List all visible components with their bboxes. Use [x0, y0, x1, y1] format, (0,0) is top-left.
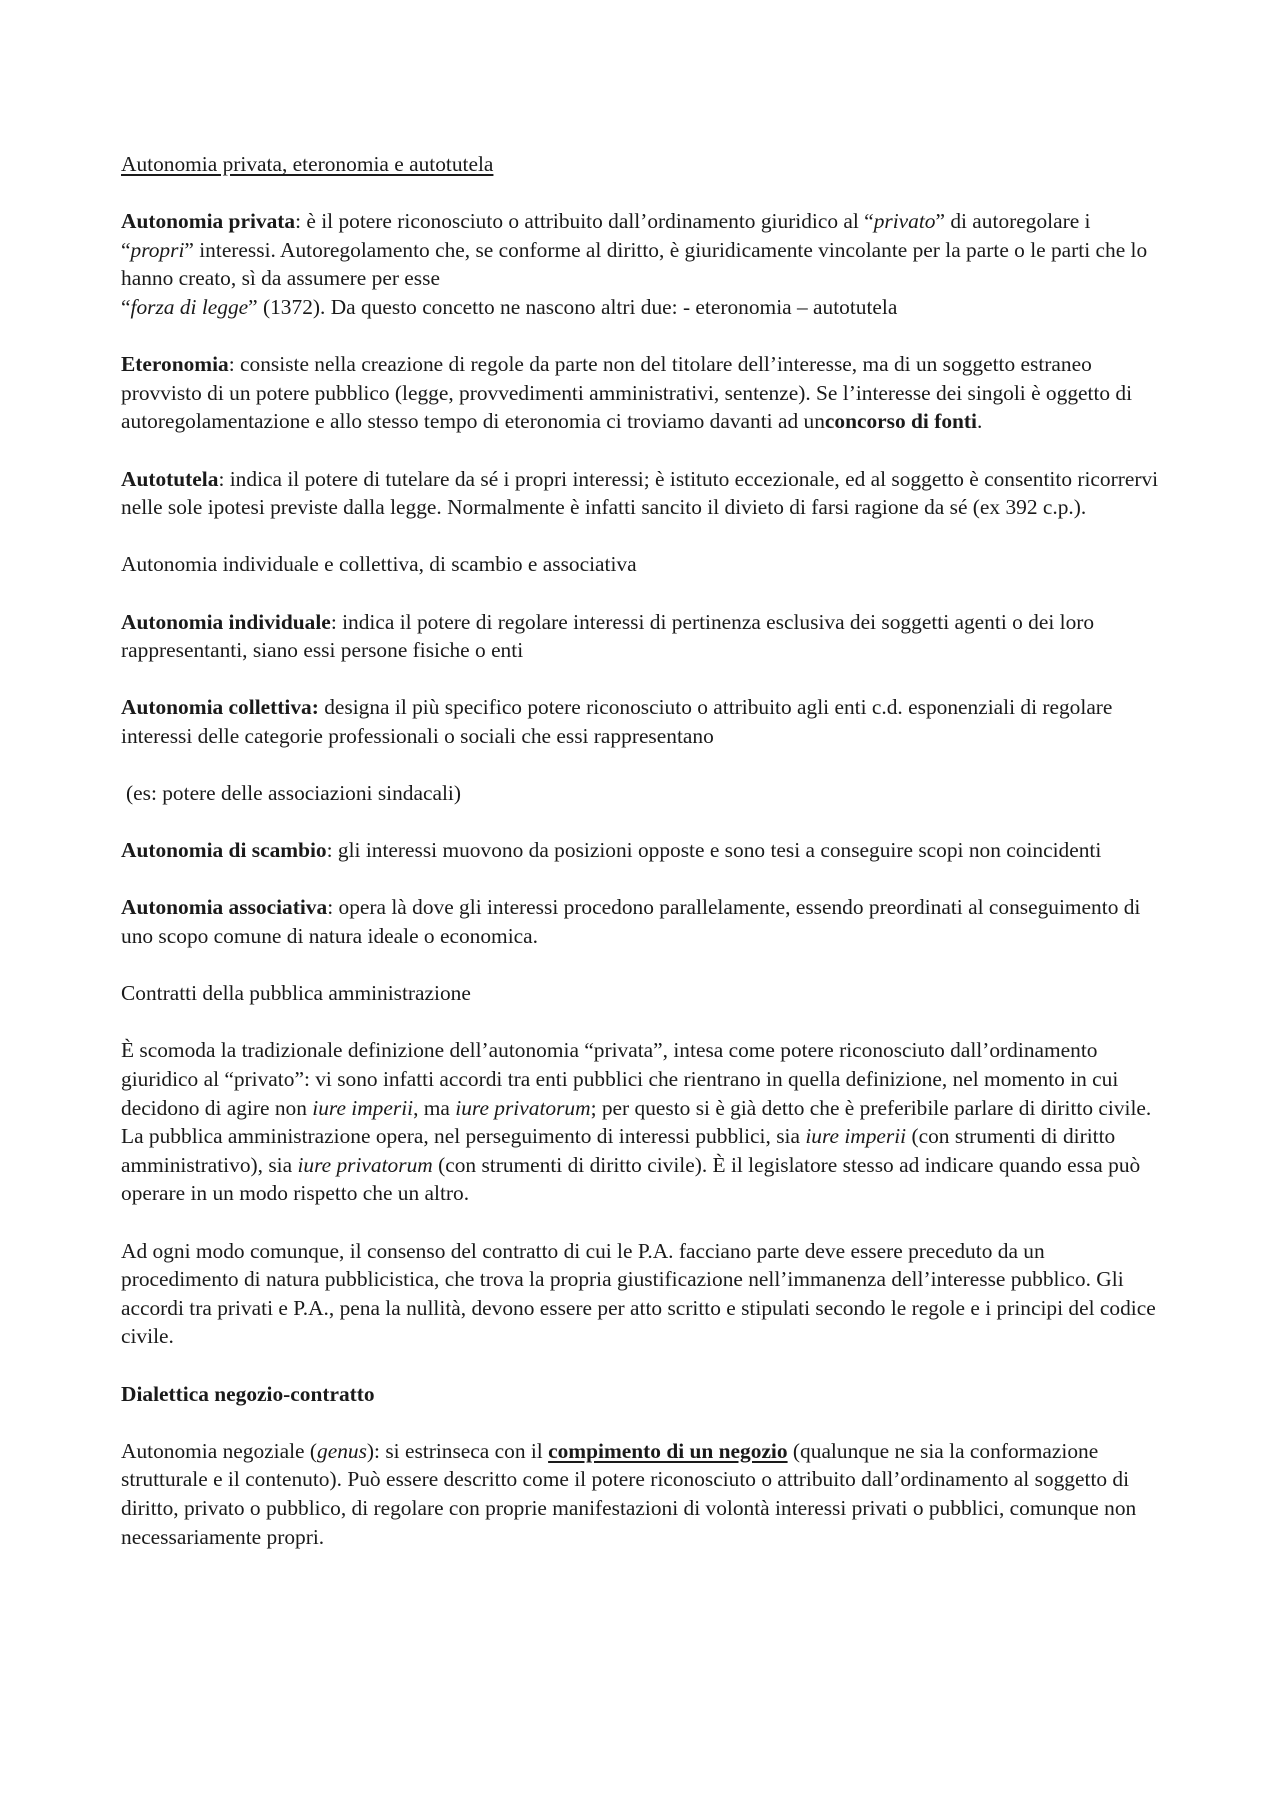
- compimento-di-un-negozio: compimento di un negozio: [548, 1438, 788, 1463]
- section-title-autonomia-individuale: Autonomia individuale e collettiva, di scambio e associativa: [121, 552, 637, 577]
- section-title-autonomia-privata: Autonomia privata, eteronomia e autotutela: [121, 152, 494, 176]
- term-autonomia-di-scambio: Autonomia di scambio: [121, 838, 327, 863]
- paragraph-autotutela: Autotutela: indica il potere di tutelare da sé i propri interessi; è istituto eccezionale, ed al soggetto è consentito ricorrervi nelle sole ipotesi previste dalla legge. Normalmente è infatti sancito il divieto di farsi ragione da sé (ex 392 c.p.).: [121, 466, 1159, 520]
- term-eteronomia: Eteronomia: [121, 352, 229, 377]
- paragraph-autonomia-privata: Autonomia privata: è il potere riconosciuto o attribuito dall’ordinamento giuridico al “privato” di autoregolare i “propri” interessi. Autoregolamento che, se conforme al diritto, è giuridicamente vincolante per la parte o le parti che lo hanno creato, sì da assumere per esse “forza di legge” (1372). Da questo concetto ne nascono altri due: - eteronomia – autotutela: [121, 209, 1148, 319]
- section-title-contratti-pa: Contratti della pubblica amministrazione: [121, 981, 471, 1006]
- paragraph-autonomia-di-scambio: Autonomia di scambio: gli interessi muovono da posizioni opposte e sono tesi a conseguire scopi non coincidenti: [121, 838, 1102, 863]
- paragraph-autonomia-associativa: Autonomia associativa: opera là dove gli interessi procedono parallelamente, essendo preordinati al conseguimento di uno scopo comune di natura ideale o economica.: [121, 895, 1141, 949]
- term-autonomia-individuale: Autonomia individuale: [121, 609, 331, 634]
- paragraph-autonomia-collettiva: Autonomia collettiva: designa il più specifico potere riconosciuto o attribuito agli enti c.d. esponenziali di regolare interessi delle categorie professionali o sociali che essi rappresentano: [121, 695, 1113, 748]
- term-autonomia-collettiva: Autonomia collettiva:: [121, 695, 319, 720]
- paragraph-contratti-pa-1: È scomoda la tradizionale definizione dell’autonomia “privata”, intesa come potere riconosciuto dall’ordinamento giuridico al “privato”: vi sono infatti accordi tra enti pubblici che rientrano in quella definizione, nel momento in cui decidono di agire non iure imperii, ma iure privatorum; per questo si è già detto che è preferibile parlare di diritto civile.: [121, 1038, 1152, 1120]
- paragraph-contratti-pa-3: Ad ogni modo comunque, il consenso del contratto di cui le P.A. facciano parte deve essere preceduto da un procedimento di natura pubblicistica, che trova la propria giustificazione nell’immanenza dell’interesse pubblico. Gli accordi tra privati e P.A., pena la nullità, devono essere per atto scritto e stipulati secondo le regole e i principi del codice civile.: [121, 1238, 1156, 1349]
- term-autotutela: Autotutela: [121, 466, 219, 491]
- term-autonomia-associativa: Autonomia associativa: [121, 895, 328, 920]
- concorso-di-fonti: concorso di fonti: [824, 409, 977, 434]
- paragraph-contratti-pa-2: La pubblica amministrazione opera, nel perseguimento di interessi pubblici, sia iure imperii (con strumenti di diritto amministrativo), sia iure privatorum (con strumenti di diritto civile). È il legislatore stesso ad indicare quando essa può operare in un modo rispetto che un altro.: [121, 1124, 1141, 1206]
- section-title-dialettica: Dialettica negozio-contratto: [121, 1381, 375, 1406]
- example-associazioni-sindacali: (es: potere delle associazioni sindacali): [126, 781, 461, 806]
- document-page: [121, 150, 1166, 1580]
- paragraph-autonomia-negoziale: Autonomia negoziale (genus): si estrinseca con il compimento di un negozio (qualunque ne sia la conformazione strutturale e il contenuto). Può essere descritto come il potere riconosciuto o attribuito dall’ordinamento al soggetto di diritto, privato o pubblico, di regolare con proprie manifestazioni di volontà interessi privati o pubblici, comunque non necessariamente propri.: [121, 1438, 1137, 1549]
- term-autonomia-privata: Autonomia privata: [121, 209, 296, 234]
- paragraph-autonomia-individuale: Autonomia individuale: indica il potere di regolare interessi di pertinenza esclusiva dei soggetti agenti o dei loro rappresentanti, siano essi persone fisiche o enti: [121, 609, 1095, 663]
- paragraph-eteronomia: Eteronomia: consiste nella creazione di regole da parte non del titolare dell’interesse, ma di un soggetto estraneo provvisto di un potere pubblico (legge, provvedimenti amministrativi, sentenze). Se l’interesse dei singoli è oggetto di autoregolamentazione e allo stesso tempo di eteronomia ci troviamo davanti ad unconcorso di fonti.: [121, 352, 1133, 434]
